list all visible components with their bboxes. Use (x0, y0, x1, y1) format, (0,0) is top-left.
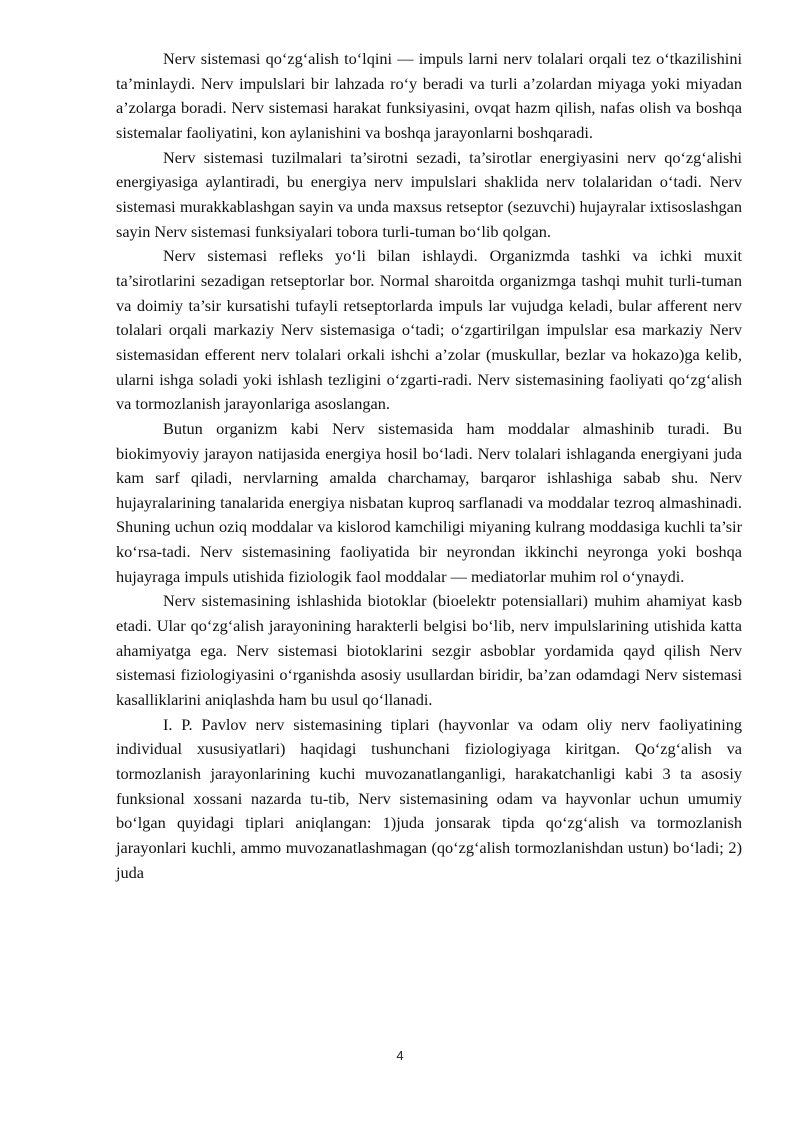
paragraph: Butun organizm kabi Nerv sistemasida ham moddalar almashinib turadi. Bu biokimyoviy jarayon natijasida energiya hosil bo‘ladi. Nerv tolalari ishlaganda energiyani juda kam sarf qiladi, nervlarning amalda charchamay, barqaror ishlashiga sabab shu. Nerv hujayralarining tanalarida energiya nisbatan kuproq sarflanadi va moddalar tezroq almashinadi. Shuning uchun oziq moddalar va kislorod kamchiligi miyaning kulrang moddasiga kuchli ta’sir ko‘rsa-tadi. Nerv sistemasining faoliyatida bir neyrondan ikkinchi neyronga yoki boshqa hujayraga impuls utishida fiziologik faol moddalar — mediatorlar muhim rol o‘ynaydi. (116, 418, 742, 586)
page-number: 4 (396, 1048, 404, 1063)
paragraph: I. P. Pavlov nerv sistemasining tiplari (hayvonlar va odam oliy nerv faoliyatining individual xususiyatlari) haqidagi tushunchani fiziologiyaga kiritgan. Qo‘zg‘alish va tormozlanish jarayonlarining kuchi muvozanatlanganligi, harakatchanligi kabi 3 ta asosiy funksional xossani nazarda tu-tib, Nerv sistemasining odam va hayvonlar uchun umumiy bo‘lgan quyidagi tiplari aniqlangan: 1)juda jonsarak tipda qo‘zg‘alish va tormozlanish jarayonlari kuchli, ammo muvozanatlashmagan (qo‘zg‘alish tormozlanishdan ustun) bo‘ladi; 2) juda (116, 714, 742, 882)
paragraph: Nerv sistemasi tuzilmalari ta’sirotni sezadi, ta’sirotlar energiyasini nerv qo‘zg‘alishi energiyasiga aylantiradi, bu energiya nerv impulslari shaklida nerv tolalaridan o‘tadi. Nerv sistemasi murakkablashgan sayin va unda maxsus retseptor (sezuvchi) hujayralar ixtisoslashgan sayin Nerv sistemasi funksiyalari tobora turli-tuman bo‘lib qolgan. (116, 147, 742, 241)
paragraph: Nerv sistemasi qo‘zg‘alish to‘lqini — impuls larni nerv tolalari orqali tez o‘tkazilishini ta’minlaydi. Nerv impulslari bir lahzada ro‘y beradi va turli a’zolardan miyaga yoki miyadan a’zolarga boradi. Nerv sistemasi harakat funksiyasini, ovqat hazm qilish, nafas olish va boshqa sistemalar faoliyatini, kon aylanishini va boshqa jarayonlarni boshqaradi. (116, 49, 742, 142)
paragraph: Nerv sistemasi refleks yo‘li bilan ishlaydi. Organizmda tashki va ichki muxit ta’sirotlarini sezadigan retseptorlar bor. Normal sharoitda organizmga tashqi muhit turli-tuman va doimiy ta’sir kursatishi tufayli retseptorlarda impuls lar vujudga keladi, bular afferent nerv tolalari orqali markaziy Nerv sistemasiga o‘tadi; o‘zgartirilgan impulslar esa markaziy Nerv sistemasidan efferent nerv tolalari orkali ishchi a’zolar (muskullar, bezlar va hokazo)ga kelib, ularni ishga soladi yoki ishlash tezligini o‘zgarti-radi. Nerv sistemasining faoliyati qo‘zg‘alish va tormozlanish jarayonlariga asoslangan. (116, 246, 742, 414)
body-text (116, 47, 742, 885)
paragraph: Nerv sistemasining ishlashida biotoklar (bioelektr potensiallari) muhim ahamiyat kasb etadi. Ular qo‘zg‘alish jarayonining harakterli belgisi bo‘lib, nerv impulslarining utishida katta ahamiyatga ega. Nerv sistemasi biotoklarini sezgir asboblar yordamida qayd qilish Nerv sistemasi fiziologiyasini o‘rganishda asosiy usullardan biridir, ba’zan odamdagi Nerv sistemasi kasalliklarini aniqlashda ham bu usul qo‘llanadi. (116, 591, 742, 710)
